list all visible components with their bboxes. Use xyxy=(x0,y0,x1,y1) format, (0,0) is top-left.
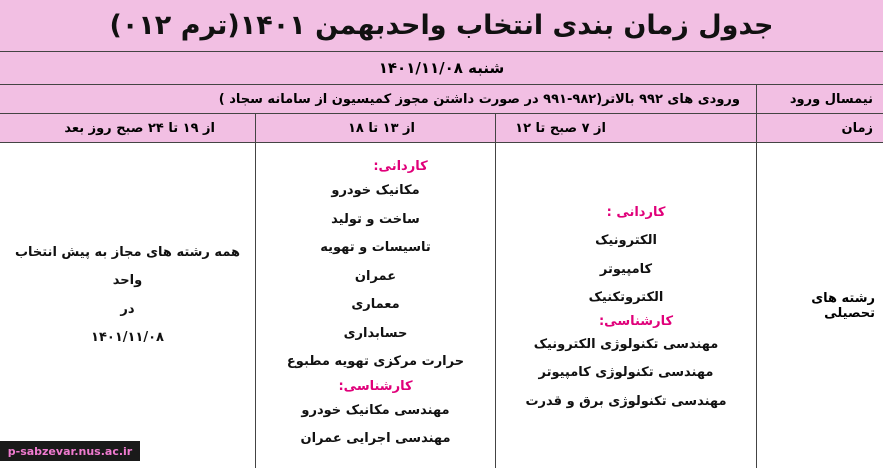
column-night xyxy=(0,143,255,468)
column-morning xyxy=(495,143,756,468)
entry-value: ورودی های ۹۹۲ بالاتر(۹۸۲-۹۹۱ در صورت داشتن مجوز کمیسیون از سامانه سجاد ) xyxy=(218,91,740,107)
list-item: مهندسی تکنولوژی الکترونیک xyxy=(533,336,719,352)
list-item: کامپیوتر xyxy=(599,261,653,277)
list-item: ساخت و تولید xyxy=(331,211,420,227)
column-afternoon xyxy=(255,143,495,468)
note-line: همه رشته های مجاز به پیش انتخاب واحد xyxy=(14,244,241,288)
list-item: الکتروتکنیک xyxy=(588,290,664,306)
list-item: مهندسی اجرایی عمران xyxy=(300,431,451,447)
karshenasi-heading: کارشناسی: xyxy=(338,378,413,394)
time-label: زمان xyxy=(756,114,883,142)
list-item: تاسیسات و تهویه xyxy=(320,240,431,256)
list-item: مکانیک خودرو xyxy=(331,183,420,199)
list-item: مهندسی مکانیک خودرو xyxy=(301,402,450,418)
kardani-heading: کاردانی: xyxy=(373,159,428,175)
note-line: در xyxy=(120,301,135,317)
slot-a: از ۷ صبح تا ۱۲ xyxy=(495,114,756,142)
list-item: حسابداری xyxy=(343,325,408,341)
karshenasi-heading: کارشناسی: xyxy=(598,313,674,329)
list-item: حرارت مرکزی تهویه مطبوع xyxy=(286,354,465,370)
list-item: عمران xyxy=(354,268,397,284)
slot-b: از ۱۳ تا ۱۸ xyxy=(255,114,495,142)
kardani-heading: کاردانی : xyxy=(606,204,666,220)
page-title: جدول زمان بندی انتخاب واحدبهمن ۱۴۰۱(ترم ۰۱۲) xyxy=(0,0,883,52)
site-watermark: p-sabzevar.nus.ac.ir xyxy=(0,441,140,461)
fields-label: رشته های تحصیلی xyxy=(756,143,883,468)
fields-row xyxy=(0,143,883,468)
note-date: ۱۴۰۱/۱۱/۰۸ xyxy=(91,330,164,345)
entry-label: نیمسال ورود xyxy=(756,85,883,113)
list-item: الکترونیک xyxy=(595,233,657,249)
slot-c: از ۱۹ تا ۲۴ صبح روز بعد xyxy=(64,120,215,136)
list-item: مهندسی تکنولوژی کامپیوتر xyxy=(538,365,714,381)
list-item: معماری xyxy=(351,297,400,313)
entry-row xyxy=(0,85,883,114)
list-item: مهندسی تکنولوژی برق و قدرت xyxy=(525,393,727,409)
date-row: شنبه ۱۴۰۱/۱۱/۰۸ xyxy=(0,52,883,85)
time-row xyxy=(0,114,883,143)
